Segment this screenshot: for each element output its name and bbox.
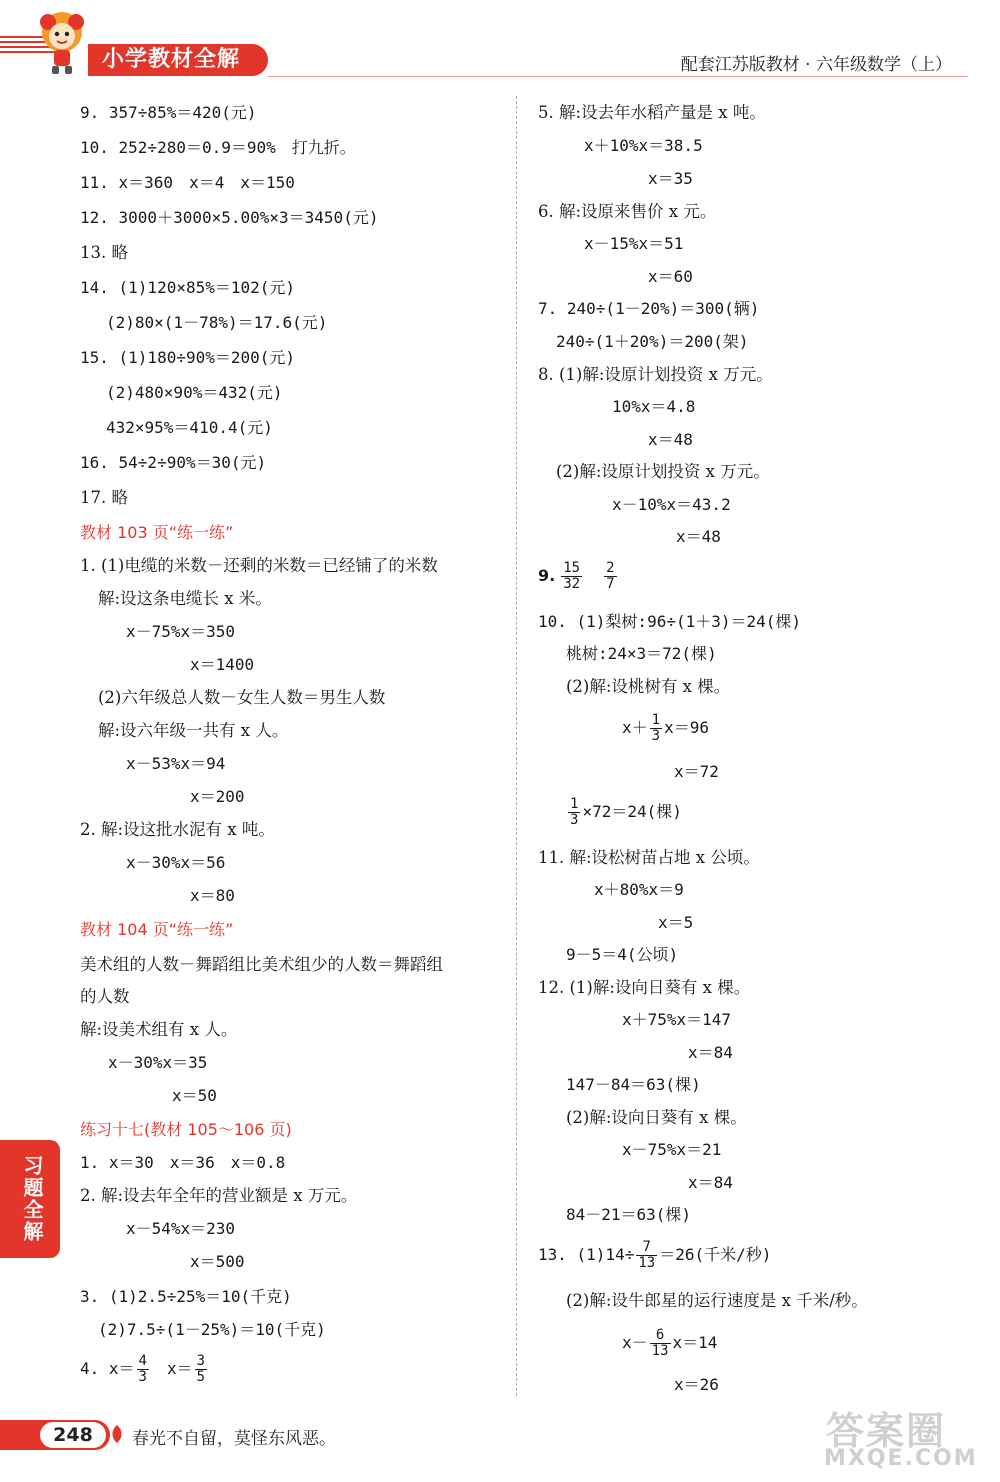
answer-12-1-eq: x＋75%x＝147 <box>622 1010 732 1029</box>
footer-motto: 春光不自留，莫怪东风恶。 <box>132 1429 336 1449</box>
column-divider <box>516 96 517 1396</box>
answer-12-1-sol: x＝84 <box>688 1043 733 1062</box>
answer-15-1: 15. (1)180÷90%＝200(元) <box>80 348 296 367</box>
answer-13-2-sol: x＝26 <box>674 1375 719 1394</box>
leaf-icon <box>110 1424 124 1444</box>
answer-15-3: 432×95%＝410.4(元) <box>106 418 273 437</box>
answer-8-1-sol: x＝48 <box>648 430 693 449</box>
answer-16: 16. 54÷2÷90%＝30(元) <box>80 453 267 472</box>
fraction: $\frac{2}{7}$ <box>606 560 615 592</box>
answer-8-2-let: (2)解:设原计划投资 x 万元。 <box>556 462 770 481</box>
p104-relation-2: 的人数 <box>80 987 130 1006</box>
answer-13-1: 13. (1)14÷ $\frac{7}{13}$ ＝26(千米/秒) <box>538 1239 772 1271</box>
answer-12: 12. 3000＋3000×5.00%×3＝3450(元) <box>80 208 379 227</box>
page-header <box>0 0 1000 82</box>
answer-8-2-sol: x＝48 <box>676 527 721 546</box>
answer-10-2: 桃树:24×3＝72(棵) <box>566 644 717 663</box>
answer-11-sol: x＝5 <box>658 913 694 932</box>
section-heading-p103: 教材 103 页“练一练” <box>80 523 234 542</box>
fraction: $\frac{6}{13}$ <box>651 1327 669 1359</box>
p104-let: 解:设美术组有 x 人。 <box>80 1020 238 1039</box>
answer-11-let: 11. 解:设松树苗占地 x 公顷。 <box>538 848 760 867</box>
section-heading-ex17: 练习十七(教材 105～106 页) <box>80 1120 292 1139</box>
p103-q1b-let: 解:设六年级一共有 x 人。 <box>98 721 289 740</box>
fraction: $\frac{1}{3}$ <box>651 712 661 744</box>
p103-q2-let: 2. 解:设这批水泥有 x 吨。 <box>80 820 275 839</box>
answer-17: 17. 略 <box>80 488 128 507</box>
ex17-q2-sol: x＝500 <box>190 1252 245 1271</box>
answer-14-1: 14. (1)120×85%＝102(元) <box>80 278 296 297</box>
answer-6-eq: x－15%x＝51 <box>584 234 684 253</box>
p104-relation-1: 美术组的人数－舞蹈组比美术组少的人数＝舞蹈组 <box>80 955 443 974</box>
answer-10-1: 10. (1)梨树:96÷(1＋3)＝24(棵) <box>538 612 802 631</box>
answer-10-3-calc: $\frac{1}{3}$ ×72＝24(棵) <box>570 796 682 828</box>
watermark-title: 答案圈 <box>826 1409 947 1453</box>
answer-13: 13. 略 <box>80 243 128 262</box>
p103-q1-eq: x－75%x＝350 <box>126 622 236 641</box>
answer-10-3-eq: x＋ $\frac{1}{3}$ x＝96 <box>622 712 709 744</box>
ex17-q2-let: 2. 解:设去年全年的营业额是 x 万元。 <box>80 1186 358 1205</box>
answer-12-2-calc: 84－21＝63(棵) <box>566 1205 692 1224</box>
section-heading-p104: 教材 104 页“练一练” <box>80 920 234 939</box>
answer-10: 10. 252÷280＝0.9＝90% 打九折。 <box>80 138 356 157</box>
fraction: $\frac{7}{13}$ <box>638 1239 656 1271</box>
side-tab-label: 习题全解 <box>0 1140 60 1258</box>
answer-12-2-let: (2)解:设向日葵有 x 棵。 <box>566 1108 747 1127</box>
answer-11: 11. x＝360 x＝4 x＝150 <box>80 173 295 192</box>
watermark <box>820 1400 990 1476</box>
p103-q1-relation: 1. (1)电缆的米数－还剩的米数＝已经铺了的米数 <box>80 556 438 575</box>
answer-5-let: 5. 解:设去年水稻产量是 x 吨。 <box>538 103 766 122</box>
page-number: 248 <box>40 1422 106 1448</box>
p104-sol: x＝50 <box>172 1086 217 1105</box>
p103-q1b-relation: (2)六年级总人数－女生人数＝男生人数 <box>98 688 386 707</box>
answer-8-1-eq: 10%x＝4.8 <box>612 397 696 416</box>
answer-5-eq: x＋10%x＝38.5 <box>584 136 703 155</box>
answer-8-2-eq: x－10%x＝43.2 <box>612 495 731 514</box>
fraction: $\frac{1}{3}$ <box>570 796 579 828</box>
header-rule <box>268 76 968 77</box>
answer-12-1-let: 12. (1)解:设向日葵有 x 棵。 <box>538 978 751 997</box>
p103-q1-sol: x＝1400 <box>190 655 255 674</box>
answer-14-2: (2)80×(1－78%)＝17.6(元) <box>106 313 328 332</box>
answer-9-fractions: 9. $\frac{15}{32}$ $\frac{2}{7}$ <box>538 560 615 592</box>
answer-6-let: 6. 解:设原来售价 x 元。 <box>538 202 717 221</box>
p103-q1b-sol: x＝200 <box>190 787 245 806</box>
watermark-url: MXQE.COM <box>824 1446 978 1471</box>
book-subtitle: 配套江苏版教材 · 六年级数学（上） <box>680 55 952 75</box>
answer-13-2-let: (2)解:设牛郎星的运行速度是 x 千米/秒。 <box>566 1291 868 1310</box>
book-title: 小学教材全解 <box>88 44 268 76</box>
fraction: $\frac{4}{3}$ <box>138 1353 147 1385</box>
p104-eq: x－30%x＝35 <box>108 1053 208 1072</box>
answer-8-1-let: 8. (1)解:设原计划投资 x 万元。 <box>538 365 773 384</box>
answer-11-eq: x＋80%x＝9 <box>594 880 684 899</box>
answer-11-calc: 9－5＝4(公顷) <box>566 945 679 964</box>
answer-15-2: (2)480×90%＝432(元) <box>106 383 283 402</box>
answer-10-3-let: (2)解:设桃树有 x 棵。 <box>566 677 731 696</box>
answer-12-2-eq: x－75%x＝21 <box>622 1140 722 1159</box>
p103-q2-sol: x＝80 <box>190 886 235 905</box>
answer-9: 9. 357÷85%＝420(元) <box>80 103 257 122</box>
ex17-q3-2: (2)7.5÷(1－25%)＝10(千克) <box>98 1320 326 1339</box>
answer-12-1-calc: 147－84＝63(棵) <box>566 1075 701 1094</box>
fraction: $\frac{3}{5}$ <box>196 1353 206 1385</box>
answer-5-sol: x＝35 <box>648 169 693 188</box>
p103-q1-let: 解:设这条电缆长 x 米。 <box>98 589 272 608</box>
fraction: $\frac{15}{32}$ <box>563 560 581 592</box>
ex17-q3-1: 3. (1)2.5÷25%＝10(千克) <box>80 1287 292 1306</box>
ex17-q2-eq: x－54%x＝230 <box>126 1219 236 1238</box>
p103-q1b-eq: x－53%x＝94 <box>126 754 226 773</box>
p103-q2-eq: x－30%x＝56 <box>126 853 226 872</box>
answer-7-2: 240÷(1＋20%)＝200(架) <box>556 332 749 351</box>
answer-7-1: 7. 240÷(1－20%)＝300(辆) <box>538 299 760 318</box>
answer-13-2-eq: x－ $\frac{6}{13}$ x＝14 <box>622 1327 718 1359</box>
answer-6-sol: x＝60 <box>648 267 693 286</box>
ex17-q4: 4. x＝ $\frac{4}{3}$ x＝ $\frac{3}{5}$ <box>80 1353 206 1385</box>
ex17-q1: 1. x＝30 x＝36 x＝0.8 <box>80 1153 286 1172</box>
answer-12-2-sol: x＝84 <box>688 1173 733 1192</box>
answer-10-3-sol: x＝72 <box>674 762 719 781</box>
